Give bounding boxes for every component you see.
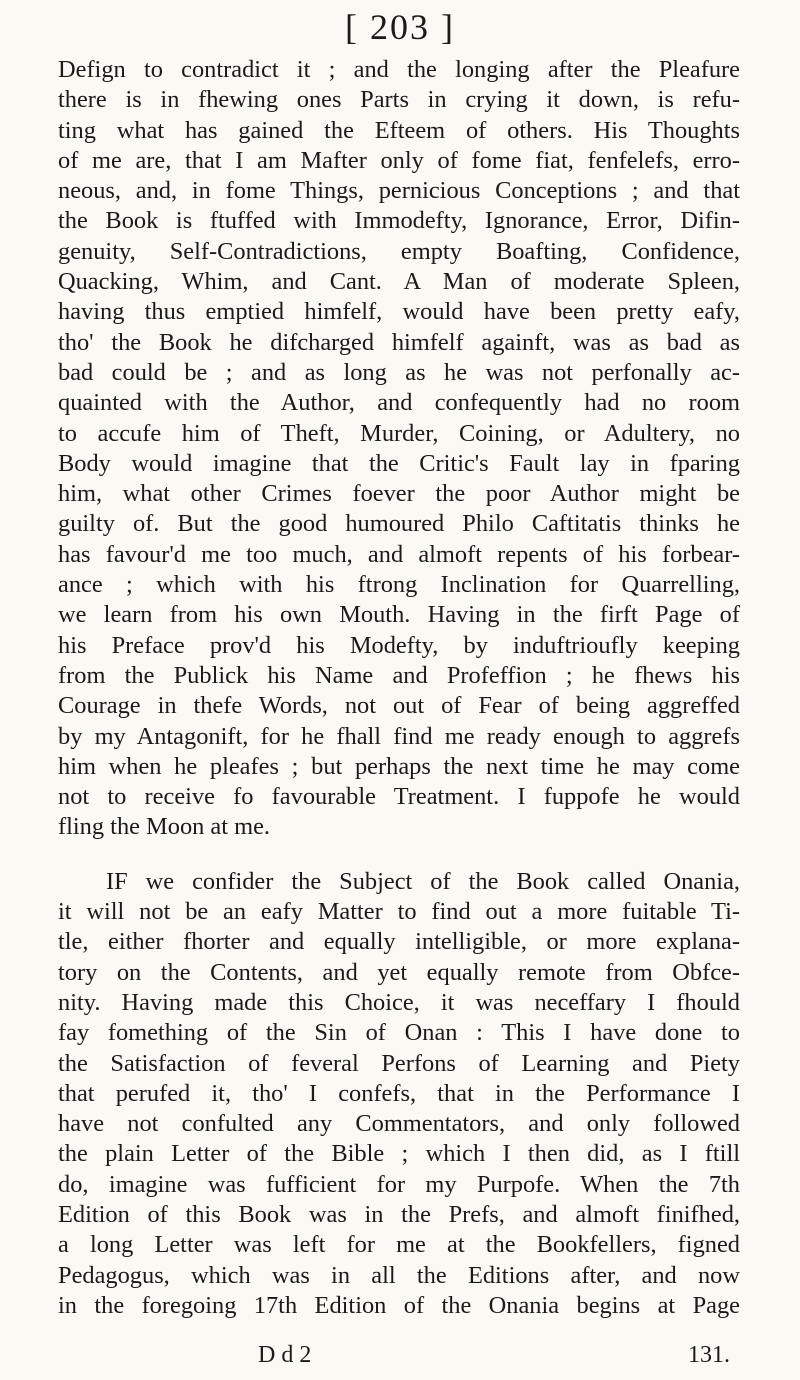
text-line: by my Antagonift, for he fhall find me ready enough to aggrefs bbox=[58, 722, 740, 750]
catchword: 131. bbox=[688, 1342, 730, 1368]
page-number: [ 203 ] bbox=[345, 7, 455, 47]
text-line: to accufe him of Theft, Murder, Coining, or Adultery, no bbox=[58, 419, 740, 447]
text-line: the Book is ftuffed with Immodefty, Ignorance, Error, Difin- bbox=[58, 207, 740, 235]
text-line: Edition of this Book was in the Prefs, and almoft finifhed, bbox=[58, 1200, 740, 1228]
text-line: we learn from his own Mouth. Having in the firft Page of bbox=[58, 601, 740, 629]
text-line: the Satisfaction of feveral Perfons of Learning and Piety bbox=[58, 1049, 740, 1077]
text-line: fling the Moon at me. bbox=[58, 813, 271, 841]
text-line: in the foregoing 17th Edition of the Onania begins at Page bbox=[58, 1291, 740, 1319]
text-line: guilty of. But the good humoured Philo Caftitatis thinks he bbox=[58, 510, 740, 538]
text-line: having thus emptied himfelf, would have been pretty eafy, bbox=[58, 298, 740, 326]
text-line: tho' the Book he difcharged himfelf againft, was as bad as bbox=[58, 328, 740, 356]
text-line: bad could be ; and as long as he was not perfonally ac- bbox=[58, 358, 740, 386]
signature-mark: D d 2 bbox=[258, 1342, 312, 1368]
text-line: Pedagogus, which was in all the Editions after, and now bbox=[58, 1261, 740, 1289]
text-line: ting what has gained the Efteem of others. His Thoughts bbox=[58, 116, 740, 144]
text-line: his Preface prov'd his Modefty, by induftrioufly keeping bbox=[58, 631, 740, 659]
text-line: has favour'd me too much, and almoft repents of his forbear- bbox=[58, 540, 740, 568]
text-line: IF we confider the Subject of the Book called Onania, bbox=[106, 867, 740, 895]
text-line: quainted with the Author, and confequently had no room bbox=[58, 389, 740, 417]
text-line: neous, and, in fome Things, pernicious Conceptions ; and that bbox=[58, 177, 740, 205]
text-line: have not confulted any Commentators, and only followed bbox=[58, 1110, 740, 1138]
text-line: tory on the Contents, and yet equally remote from Obfce- bbox=[58, 958, 740, 986]
text-line: Defign to contradict it ; and the longing after the Pleafure bbox=[58, 56, 740, 83]
text-line: tle, either fhorter and equally intelligible, or more explana- bbox=[58, 928, 740, 956]
page-footer bbox=[58, 1342, 740, 1372]
text-line: nity. Having made this Choice, it was neceffary I fhould bbox=[58, 988, 740, 1016]
text-line: it will not be an eafy Matter to find out a more fuitable Ti- bbox=[58, 898, 740, 926]
text-line: the plain Letter of the Bible ; which I then did, as I ftill bbox=[58, 1140, 740, 1168]
text-line: Quacking, Whim, and Cant. A Man of moderate Spleen, bbox=[58, 268, 740, 296]
text-line: him, what other Crimes foever the poor Author might be bbox=[58, 480, 740, 508]
text-line: from the Publick his Name and Profeffion ; he fhews his bbox=[58, 661, 740, 689]
text-line: Courage in thefe Words, not out of Fear of being aggreffed bbox=[58, 692, 740, 720]
text-line: not to receive fo favourable Treatment. I fuppofe he would bbox=[58, 783, 740, 811]
text-line: do, imagine was fufficient for my Purpofe. When the 7th bbox=[58, 1170, 740, 1198]
page-body bbox=[58, 55, 740, 1321]
text-line: fay fomething of the Sin of Onan : This I have done to bbox=[58, 1019, 740, 1047]
paragraph-1 bbox=[58, 55, 740, 843]
paragraph-2 bbox=[58, 867, 740, 1321]
text-line: ance ; which with his ftrong Inclination for Quarrelling, bbox=[58, 571, 740, 599]
text-line: of me are, that I am Mafter only of fome fiat, fenfelefs, erro- bbox=[58, 146, 740, 174]
text-line: that perufed it, tho' I confefs, that in the Performance I bbox=[58, 1079, 740, 1107]
text-line: a long Letter was left for me at the Bookfellers, figned bbox=[58, 1231, 740, 1259]
text-line: Body would imagine that the Critic's Fault lay in fparing bbox=[58, 449, 740, 477]
text-line: him when he pleafes ; but perhaps the next time he may come bbox=[58, 752, 740, 780]
text-line: genuity, Self-Contradictions, empty Boafting, Confidence, bbox=[58, 237, 740, 265]
text-line: there is in fhewing ones Parts in crying it down, is refu- bbox=[58, 86, 740, 114]
